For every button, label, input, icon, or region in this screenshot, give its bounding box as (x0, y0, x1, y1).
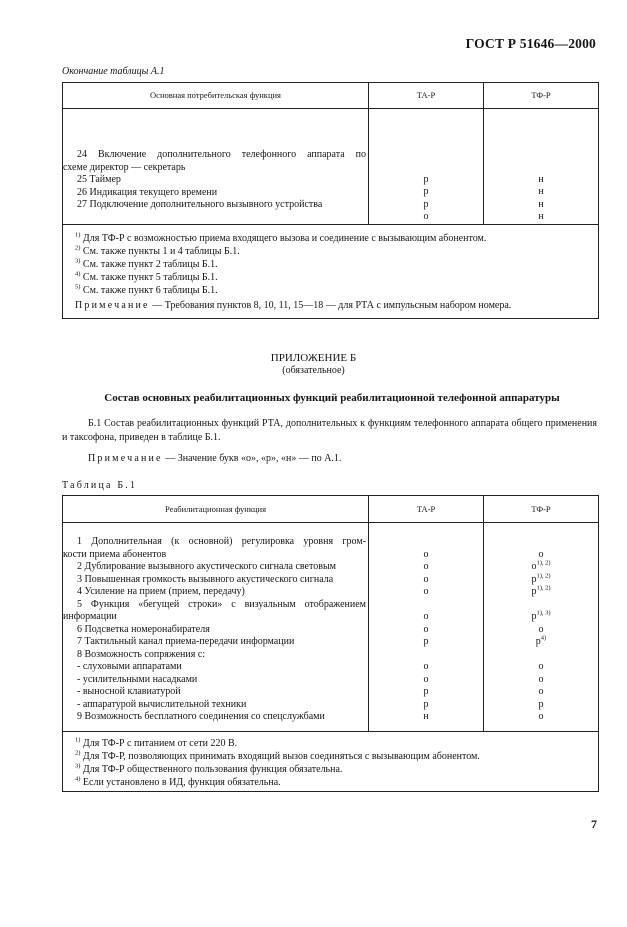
tf-value (484, 611, 598, 624)
row-text: 5 Функция «бегущей строки» с визуальным отображением (77, 598, 366, 610)
table-b-functions (63, 523, 369, 732)
tf-letter: о (538, 673, 544, 685)
ta-value: о (423, 561, 429, 572)
row-text: 2 Дублирование вызывного акустического сигнала световым (77, 561, 336, 572)
spacer (484, 536, 598, 549)
tf-letter: н (538, 186, 544, 197)
row-text: - аппаратурой вычислительной техники (77, 698, 247, 710)
footnote (75, 776, 590, 789)
footnote (75, 284, 590, 297)
row-text: информации (63, 611, 117, 622)
ta-value: н (423, 711, 429, 722)
ta-value: о (423, 623, 429, 635)
table-b-header-ta: ТА-Р (369, 496, 484, 523)
ta-value: р (423, 686, 429, 697)
row-text: 25 Таймер (77, 174, 121, 185)
tf-letter: р (535, 636, 541, 647)
spacer (369, 599, 483, 612)
row-text: схеме директор — секретарь (63, 161, 186, 173)
tf-value (484, 711, 598, 724)
row-text: 26 Индикация текущего времени (77, 186, 218, 198)
tf-letter: о (538, 548, 544, 560)
tf-letter: о (538, 686, 544, 697)
spacer (484, 161, 598, 174)
tf-footnote-ref: 1), 2) (536, 572, 551, 580)
tf-value (484, 199, 598, 212)
tf-footnote-ref: 1), 2) (536, 559, 551, 567)
tf-footnote-ref: 4) (540, 634, 547, 642)
tf-letter: н (538, 198, 544, 210)
table-a-header-function: Основная потребительская функция (63, 83, 369, 109)
ta-value: о (423, 673, 429, 685)
tf-letter: о (538, 711, 544, 722)
tf-value (484, 636, 598, 649)
footnote-mark: 5) (75, 283, 81, 291)
footnote (75, 737, 590, 750)
footnote-mark: 3) (75, 762, 81, 770)
footnote (75, 258, 590, 271)
row-text: - усилительными насадками (77, 673, 198, 685)
footnote-mark: 1) (75, 736, 81, 744)
tf-letter: р (538, 698, 544, 710)
tf-value (484, 674, 598, 687)
row-text: 8 Возможность сопряжения с: (77, 648, 206, 660)
tf-footnote-ref: 1), 3) (536, 609, 551, 617)
table-b (62, 495, 599, 792)
table-b-header-function: Реабилитационная функция (63, 496, 369, 523)
note-label: Примечание (88, 453, 163, 464)
tf-letter: н (538, 211, 544, 222)
section-paragraph: Б.1 Состав реабилитационных функций РТА, дополнительных к функциям телефонного аппарата общего применения и таксофона, приведен в таблице Б.1. (62, 418, 597, 443)
tf-letter: р (531, 573, 537, 585)
row-text: 1 Дополнительная (к основной) регулировка уровня гром- (77, 536, 366, 547)
footnote-mark: 3) (75, 257, 81, 265)
tf-value (484, 661, 598, 674)
footnote-text: Для ТФ-Р, позволяющих принимать входящий вызов соединяться с вызывающим абонентом. (80, 750, 480, 762)
table-b-header-tf: ТФ-Р (484, 496, 599, 523)
footnote-mark: 2) (75, 749, 81, 757)
ta-value: о (423, 586, 429, 597)
row-text: - слуховыми аппаратами (77, 661, 182, 672)
note-text: — Значение букв «о», «р», «н» — по А.1. (162, 453, 342, 464)
spacer (369, 161, 483, 174)
table-b-caption: Таблица Б.1 (62, 480, 138, 491)
table-a-notes (63, 224, 599, 318)
table-a-ta-values (369, 109, 484, 225)
tf-letter: н (538, 173, 544, 185)
footnote-text: Для ТФ-Р общественного пользования функция обязательна. (80, 763, 343, 775)
footnote (75, 750, 590, 763)
footnote-text: Для ТФ-Р с питанием от сети 220 В. (80, 737, 238, 749)
footnote-mark: 1) (75, 231, 81, 239)
remark-text: — Требования пунктов 8, 10, 11, 15—18 — для РТА с импульсным набором номера. (149, 299, 512, 311)
ta-value: р (423, 198, 429, 210)
spacer (369, 536, 483, 549)
table-a-tf-values (484, 109, 599, 225)
appendix-note (88, 453, 341, 464)
tf-value (484, 699, 598, 712)
tf-value (484, 649, 598, 662)
tf-footnote-ref: 1), 2) (536, 584, 551, 592)
footnote-text: См. также пункт 5 таблицы Б.1. (80, 271, 218, 283)
footnote (75, 232, 590, 245)
footnote-text: См. также пункт 2 таблицы Б.1. (80, 258, 218, 270)
row-text: 9 Возможность бесплатного соединения со спецслужбами (77, 711, 325, 722)
page-number: 7 (591, 817, 597, 831)
ta-value: р (423, 173, 429, 185)
appendix-title: ПРИЛОЖЕНИЕ Б (270, 352, 357, 364)
ta-value (369, 649, 483, 662)
row-text: - выносной клавиатурой (77, 686, 181, 697)
tf-letter: р (531, 611, 537, 622)
table-a-functions (63, 109, 369, 225)
row-text: 7 Тактильный канал приема-передачи информации (77, 636, 295, 647)
table-a-caption: Окончание таблицы А.1 (62, 66, 165, 77)
ta-value: р (423, 698, 429, 710)
tf-value (484, 686, 598, 699)
remark-label: Примечание (75, 299, 150, 311)
tf-value (484, 174, 598, 187)
tf-letter: р (531, 586, 537, 597)
row-text: 24 Включение дополнительного телефонного аппарата по (77, 149, 366, 160)
appendix-subtitle: (обязательное) (282, 365, 345, 376)
tf-letter: о (538, 661, 544, 672)
footnote (75, 763, 590, 776)
footnote (75, 271, 590, 284)
ta-value: о (423, 548, 429, 560)
ta-value: р (423, 186, 429, 197)
ta-value: о (423, 573, 429, 585)
row-text: 4 Усиление на прием (прием, передачу) (77, 586, 245, 597)
footnote-text: Если установлено в ИД, функция обязательна. (80, 776, 281, 788)
doc-code-header: ГОСТ Р 51646—2000 (465, 36, 596, 51)
table-a-remark (75, 299, 590, 312)
ta-value: о (423, 661, 429, 672)
tf-letter: о (538, 623, 544, 635)
row-text: 3 Повышенная громкость вызывного акустического сигнала (77, 573, 334, 585)
ta-value: о (423, 211, 429, 222)
footnote-mark: 4) (75, 270, 81, 278)
table-b-ta-values (369, 523, 484, 732)
row-text: кости приема абонентов (63, 548, 167, 560)
table-b-tf-values (484, 523, 599, 732)
row-text: 6 Подсветка номеронабирателя (77, 623, 210, 635)
table-b-notes (63, 731, 599, 791)
tf-letter: о (531, 561, 537, 572)
tf-value (484, 211, 598, 224)
footnote-mark: 4) (75, 775, 81, 783)
footnote-text: Для ТФ-Р с возможностью приема входящего вызова и соединение с вызывающим абонентом. (80, 232, 487, 244)
footnote (75, 245, 590, 258)
table-a-header-tf: ТФ-Р (484, 83, 599, 109)
tf-value (484, 186, 598, 199)
footnote-mark: 2) (75, 244, 81, 252)
tf-value (484, 586, 598, 599)
table-a (62, 82, 599, 319)
footnote-text: См. также пункты 1 и 4 таблицы Б.1. (80, 245, 240, 257)
ta-value: о (423, 611, 429, 622)
footnote-text: См. также пункт 6 таблицы Б.1. (80, 284, 218, 296)
section-title: Состав основных реабилитационных функций реабилитационной телефонной аппаратуры (104, 392, 560, 404)
table-a-header-ta: ТА-Р (369, 83, 484, 109)
ta-value: р (423, 636, 429, 647)
row-text: 27 Подключение дополнительного вызывного устройства (77, 199, 323, 210)
